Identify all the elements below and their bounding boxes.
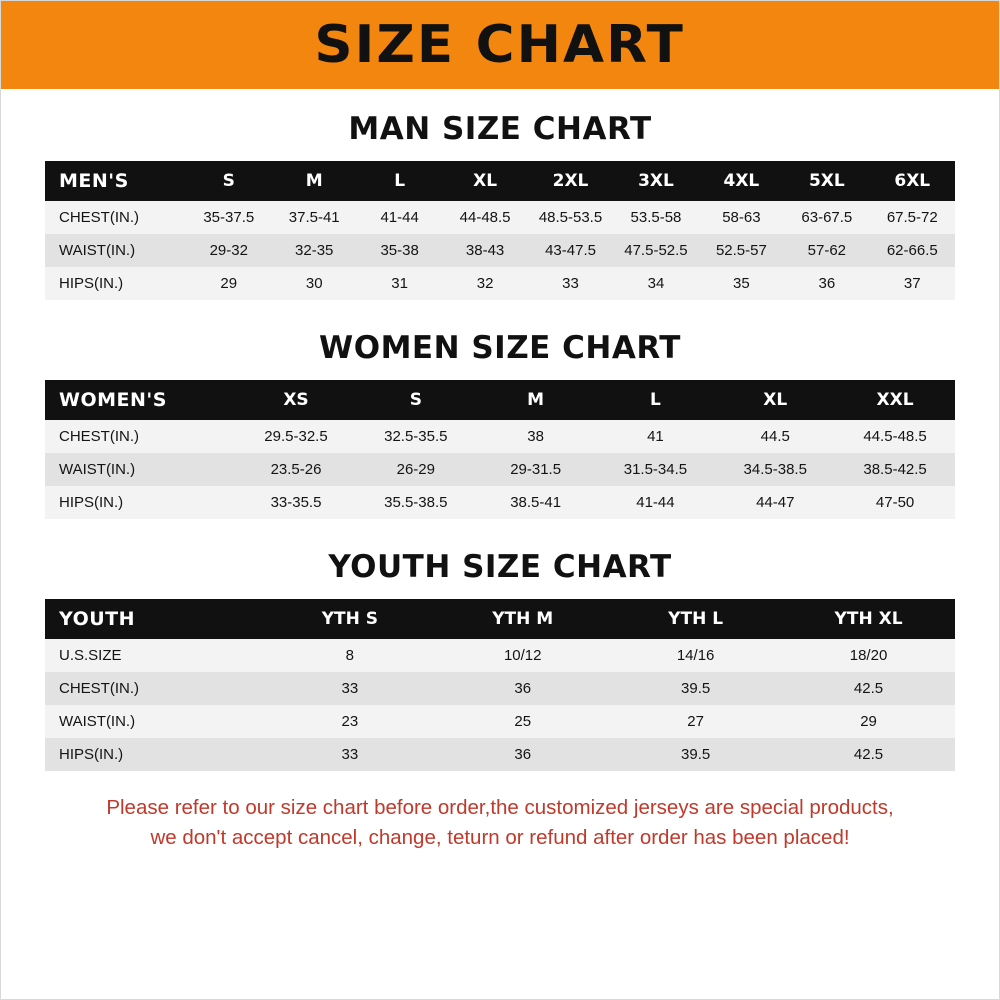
cell: 67.5-72	[886, 209, 938, 226]
cell: 29	[220, 275, 238, 292]
cell: 48.5-53.5	[538, 209, 603, 226]
row-label: WAIST(IN.)	[59, 461, 136, 478]
column-header: 2XL	[552, 171, 589, 191]
column-header: XL	[473, 171, 498, 191]
table-row	[45, 234, 955, 267]
cell: 32.5-35.5	[384, 428, 448, 445]
cell: 23	[341, 713, 359, 730]
cell: 35	[733, 275, 750, 292]
row-label: WAIST(IN.)	[59, 713, 136, 730]
cell: 10/12	[503, 647, 542, 664]
cell: 38.5-42.5	[863, 461, 927, 478]
row-label: HIPS(IN.)	[59, 746, 124, 763]
cell: 37.5-41	[288, 209, 340, 226]
column-header: XXL	[876, 390, 914, 410]
cell: 44.5	[760, 428, 790, 445]
cell: 36	[514, 680, 532, 697]
column-header: XS	[283, 390, 309, 410]
women-size-table	[45, 380, 955, 519]
cell: 26-29	[396, 461, 435, 478]
cell: 35-38	[380, 242, 419, 259]
cell: 14/16	[676, 647, 715, 664]
column-header: S	[222, 171, 235, 191]
column-header: 4XL	[723, 171, 760, 191]
footer-note-line-1: Please refer to our size chart before order,the customized jerseys are special products,	[106, 796, 894, 819]
footer-note	[19, 793, 981, 852]
cell: 41-44	[636, 494, 675, 511]
cell: 33	[341, 746, 359, 763]
row-label: U.S.SIZE	[59, 647, 122, 664]
cell: 53.5-58	[630, 209, 682, 226]
youth-table-wrap	[45, 599, 955, 771]
cell: 44.5-48.5	[863, 428, 927, 445]
cell: 41-44	[380, 209, 419, 226]
row-label: HIPS(IN.)	[59, 494, 124, 511]
cell: 29	[860, 713, 877, 730]
column-header: YOUTH	[59, 608, 136, 630]
column-header: M	[527, 390, 545, 410]
column-header: 3XL	[638, 171, 674, 191]
cell: 33	[562, 275, 579, 292]
column-header: L	[650, 390, 661, 410]
cell: 23.5-26	[270, 461, 322, 478]
table-header-row	[45, 599, 955, 639]
column-header: MEN'S	[59, 170, 129, 192]
table-header-row	[45, 380, 955, 420]
table-header-row	[45, 161, 955, 201]
column-header: YTH M	[492, 609, 554, 629]
cell: 29-31.5	[510, 461, 562, 478]
cell: 35-37.5	[203, 209, 255, 226]
men-section-title: MAN SIZE CHART	[348, 111, 652, 147]
cell: 39.5	[681, 746, 711, 763]
column-header: WOMEN'S	[59, 389, 167, 411]
cell: 43-47.5	[545, 242, 596, 259]
youth-section-title: YOUTH SIZE CHART	[328, 549, 672, 585]
column-header: 5XL	[808, 171, 845, 191]
cell: 29.5-32.5	[264, 428, 328, 445]
cell: 31.5-34.5	[623, 461, 688, 478]
cell: 42.5	[853, 680, 884, 697]
table-row	[45, 705, 955, 738]
table-row	[45, 420, 955, 453]
women-section-title: WOMEN SIZE CHART	[319, 330, 681, 366]
table-row	[45, 267, 955, 300]
column-header: 6XL	[894, 171, 931, 191]
cell: 47.5-52.5	[624, 242, 688, 259]
cell: 62-66.5	[886, 242, 938, 259]
column-header: XL	[763, 390, 788, 410]
column-header: YTH L	[668, 609, 724, 629]
cell: 38.5-41	[510, 494, 562, 511]
table-row	[45, 486, 955, 519]
cell: 63-67.5	[801, 209, 853, 226]
cell: 18/20	[849, 647, 888, 664]
cell: 25	[514, 713, 532, 730]
cell: 38-43	[465, 242, 505, 259]
cell: 36	[514, 746, 532, 763]
table-row	[45, 453, 955, 486]
cell: 39.5	[681, 680, 711, 697]
cell: 34.5-38.5	[743, 461, 807, 478]
men-size-table	[45, 161, 955, 300]
cell: 33	[341, 680, 359, 697]
cell: 58-63	[722, 209, 761, 226]
footer-note-line-2: we don't accept cancel, change, teturn or refund after order has been placed!	[150, 825, 850, 849]
cell: 33-35.5	[270, 494, 322, 511]
cell: 34	[647, 275, 665, 292]
cell: 29-32	[209, 242, 248, 259]
column-header: YTH S	[321, 609, 378, 629]
row-label: WAIST(IN.)	[59, 242, 136, 259]
column-header: L	[394, 171, 406, 191]
table-row	[45, 639, 955, 672]
cell: 35.5-38.5	[384, 494, 448, 511]
row-label: HIPS(IN.)	[59, 275, 124, 292]
cell: 32-35	[295, 242, 334, 259]
table-row	[45, 738, 955, 771]
cell: 37	[903, 275, 921, 292]
cell: 38	[527, 428, 544, 445]
column-header: M	[305, 171, 323, 191]
cell: 32	[476, 275, 494, 292]
cell: 57-62	[807, 242, 847, 259]
row-label: CHEST(IN.)	[59, 428, 139, 445]
cell: 52.5-57	[715, 242, 767, 259]
youth-size-table	[45, 599, 955, 771]
cell: 41	[647, 428, 664, 445]
cell: 30	[305, 275, 323, 292]
cell: 36	[818, 275, 836, 292]
cell: 47-50	[875, 494, 915, 511]
column-header: YTH XL	[834, 609, 903, 629]
cell: 44-47	[756, 494, 795, 511]
table-row	[45, 672, 955, 705]
header-banner	[1, 1, 999, 89]
cell: 44-48.5	[459, 209, 511, 226]
row-label: CHEST(IN.)	[59, 680, 139, 697]
column-header: S	[409, 390, 422, 410]
row-label: CHEST(IN.)	[59, 209, 139, 226]
men-table-wrap	[45, 161, 955, 300]
cell: 27	[687, 713, 704, 730]
table-row	[45, 201, 955, 234]
cell: 42.5	[853, 746, 884, 763]
cell: 31	[391, 275, 408, 292]
page-title: SIZE CHART	[314, 15, 686, 75]
women-table-wrap	[45, 380, 955, 519]
cell: 8	[345, 647, 354, 664]
